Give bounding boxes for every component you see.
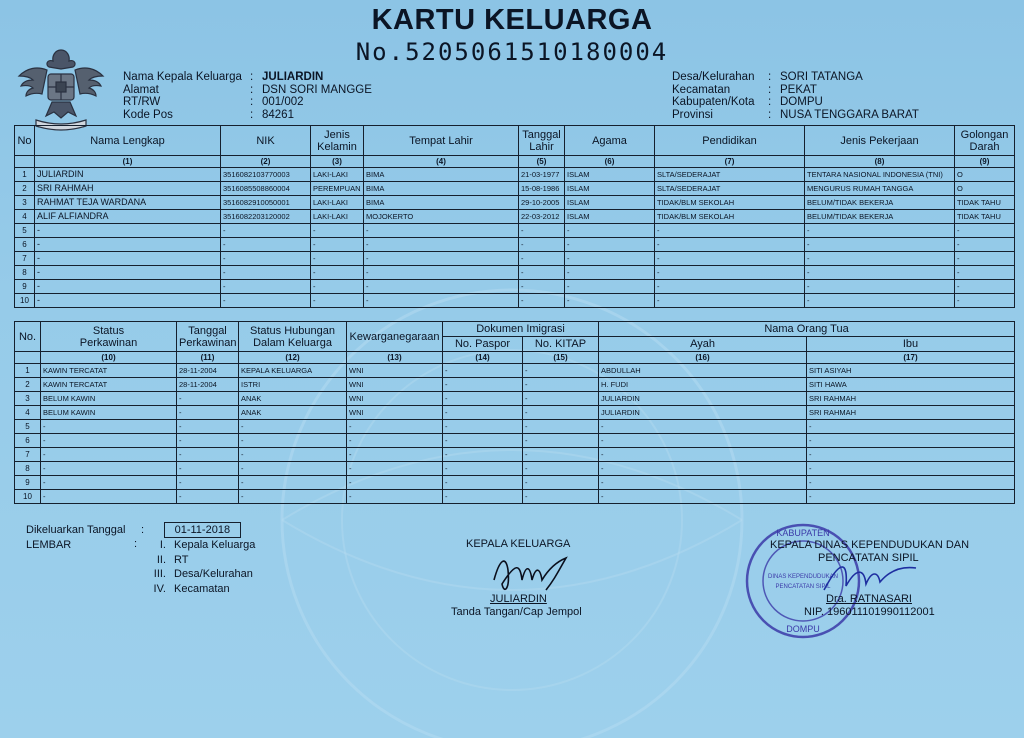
hdr-label-nama: Nama Kepala Keluarga	[123, 71, 242, 83]
cell-ibu: -	[807, 476, 1015, 490]
col-header-tanggal-perkawinan: Tanggal Perkawinan	[177, 322, 239, 352]
cell-no: 3	[15, 392, 41, 406]
col-index: (17)	[807, 352, 1015, 364]
cell-tgl: -	[519, 280, 565, 294]
cell-hub: ANAK	[239, 406, 347, 420]
table-row	[15, 448, 1015, 462]
cell-tgl: 15-08-1986	[519, 182, 565, 196]
garuda-emblem-icon	[14, 42, 108, 134]
cell-nik: 3516082203120002	[221, 210, 311, 224]
cell-agama: ISLAM	[565, 168, 655, 182]
lembar-item: II. RT	[156, 553, 189, 566]
column-index-row	[15, 352, 1015, 364]
col-header-status-perkawinan: Status Perkawinan	[41, 322, 177, 352]
cell-no: 6	[15, 434, 41, 448]
cell-wn: WNI	[347, 378, 443, 392]
col-header-nik: NIK	[221, 126, 311, 156]
table-row	[15, 252, 1015, 266]
cell-no: 2	[15, 378, 41, 392]
cell-agama: -	[565, 224, 655, 238]
cell-kitap: -	[523, 364, 599, 378]
hdr-value-rtrw: 001/002	[262, 96, 304, 108]
hdr-label-kabupaten: Kabupaten/Kota	[672, 96, 755, 108]
col-header-ayah: Ayah	[599, 337, 807, 352]
cell-paspor: -	[443, 364, 523, 378]
cell-pendidikan: TIDAK/BLM SEKOLAH	[655, 210, 805, 224]
cell-status: BELUM KAWIN	[41, 392, 177, 406]
cell-pekerjaan: -	[805, 294, 955, 308]
cell-tempat: -	[364, 252, 519, 266]
cell-wn: -	[347, 434, 443, 448]
col-header-golongan-darah: Golongan Darah	[955, 126, 1015, 156]
hdr-value-kabupaten: DOMPU	[780, 96, 823, 108]
cell-tgl: 28-11-2004	[177, 378, 239, 392]
cell-no: 6	[15, 238, 35, 252]
hdr-value-alamat: DSN SORI MANGGE	[262, 83, 372, 96]
cell-tgl: -	[177, 476, 239, 490]
cell-ibu: SITI HAWA	[807, 378, 1015, 392]
table-row	[15, 196, 1015, 210]
cell-pendidikan: SLTA/SEDERAJAT	[655, 168, 805, 182]
cell-status: -	[41, 448, 177, 462]
cell-hub: -	[239, 490, 347, 504]
cell-kitap: -	[523, 448, 599, 462]
table-row	[15, 406, 1015, 420]
cell-no: 2	[15, 182, 35, 196]
cell-tgl: -	[177, 406, 239, 420]
col-index: (6)	[565, 156, 655, 168]
cell-gol: -	[955, 266, 1015, 280]
official-name: Dra. RATNASARI	[826, 593, 912, 605]
cell-ayah: -	[599, 420, 807, 434]
cell-no: 4	[15, 406, 41, 420]
cell-tempat: BIMA	[364, 196, 519, 210]
header-right: Desa/Kelurahan : SORI TATANGA Kecamatan : PEKAT Kabupaten/Kota : DOMPU Provinsi : NUSA TENGGARA BARAT	[672, 71, 919, 121]
col-index: (16)	[599, 352, 807, 364]
col-header-ibu: Ibu	[807, 337, 1015, 352]
col-index: (7)	[655, 156, 805, 168]
kk-name: JULIARDIN	[490, 593, 547, 605]
cell-tempat: -	[364, 280, 519, 294]
hdr-label-alamat: Alamat	[123, 83, 159, 96]
cell-pekerjaan: -	[805, 266, 955, 280]
col-header-status-hubungan: Status Hubungan Dalam Keluarga	[239, 322, 347, 352]
table-row	[15, 392, 1015, 406]
cell-jk: LAKI-LAKI	[311, 196, 364, 210]
cell-no: 5	[15, 420, 41, 434]
cell-ayah: JULIARDIN	[599, 406, 807, 420]
svg-text:DOMPU: DOMPU	[786, 624, 820, 634]
cell-status: -	[41, 434, 177, 448]
cell-ayah: -	[599, 448, 807, 462]
official-title-1: KEPALA DINAS KEPENDUDUKAN DAN	[770, 539, 970, 551]
table-row	[15, 434, 1015, 448]
cell-ayah: -	[599, 462, 807, 476]
hdr-value-kodepos: 84261	[262, 108, 294, 121]
cell-status: -	[41, 490, 177, 504]
cell-no: 8	[15, 266, 35, 280]
cell-status: KAWIN TERCATAT	[41, 378, 177, 392]
cell-no: 8	[15, 462, 41, 476]
cell-pendidikan: TIDAK/BLM SEKOLAH	[655, 196, 805, 210]
cell-tgl: -	[519, 252, 565, 266]
cell-no: 10	[15, 490, 41, 504]
cell-no: 9	[15, 476, 41, 490]
cell-pendidikan: -	[655, 238, 805, 252]
cell-nik: -	[221, 266, 311, 280]
cell-wn: -	[347, 490, 443, 504]
cell-paspor: -	[443, 434, 523, 448]
issued-date: 01-11-2018	[164, 522, 241, 538]
cell-agama: -	[565, 266, 655, 280]
cell-tgl: -	[177, 448, 239, 462]
cell-nik: 3516085508860004	[221, 182, 311, 196]
cell-no: 7	[15, 448, 41, 462]
cell-wn: WNI	[347, 406, 443, 420]
cell-jk: PEREMPUAN	[311, 182, 364, 196]
cell-ibu: -	[807, 490, 1015, 504]
col-index: (10)	[41, 352, 177, 364]
cell-pekerjaan: -	[805, 238, 955, 252]
cell-agama: ISLAM	[565, 196, 655, 210]
col-header-pekerjaan: Jenis Pekerjaan	[805, 126, 955, 156]
col-index: (4)	[364, 156, 519, 168]
svg-text:PENCATATAN SIPIL: PENCATATAN SIPIL	[775, 584, 831, 590]
cell-pendidikan: -	[655, 294, 805, 308]
kk-caption: Tanda Tangan/Cap Jempol	[451, 606, 582, 618]
cell-nik: 3516082103770003	[221, 168, 311, 182]
cell-hub: -	[239, 420, 347, 434]
cell-nik: -	[221, 224, 311, 238]
table-row	[15, 224, 1015, 238]
cell-jk: LAKI-LAKI	[311, 168, 364, 182]
col-header-jenis-kelamin: Jenis Kelamin	[311, 126, 364, 156]
cell-pekerjaan: BELUM/TIDAK BEKERJA	[805, 210, 955, 224]
cell-kitap: -	[523, 462, 599, 476]
cell-status: KAWIN TERCATAT	[41, 364, 177, 378]
col-index: (9)	[955, 156, 1015, 168]
hdr-value-provinsi: NUSA TENGGARA BARAT	[780, 108, 919, 121]
cell-kitap: -	[523, 476, 599, 490]
cell-pendidikan: -	[655, 280, 805, 294]
cell-tgl: -	[519, 238, 565, 252]
svg-text:KABUPATEN: KABUPATEN	[776, 528, 830, 538]
col-index: (11)	[177, 352, 239, 364]
cell-tempat: -	[364, 266, 519, 280]
official-nip: NIP. 196011101990112001	[804, 606, 935, 618]
cell-ibu: -	[807, 462, 1015, 476]
table-row	[15, 420, 1015, 434]
cell-agama: -	[565, 252, 655, 266]
cell-kitap: -	[523, 434, 599, 448]
column-index-row	[15, 156, 1015, 168]
official-title-2: PENCATATAN SIPIL	[818, 552, 919, 564]
cell-nama: -	[35, 238, 221, 252]
cell-no: 1	[15, 364, 41, 378]
cell-hub: -	[239, 462, 347, 476]
cell-status: BELUM KAWIN	[41, 406, 177, 420]
cell-jk: -	[311, 224, 364, 238]
cell-hub: -	[239, 448, 347, 462]
table-row	[15, 364, 1015, 378]
col-header-agama: Agama	[565, 126, 655, 156]
cell-gol: -	[955, 280, 1015, 294]
cell-wn: -	[347, 420, 443, 434]
cell-tgl: 22-03-2012	[519, 210, 565, 224]
cell-paspor: -	[443, 476, 523, 490]
col-header-no: No	[15, 126, 35, 156]
lembar-item: IV. Kecamatan	[153, 582, 230, 595]
cell-gol: -	[955, 238, 1015, 252]
hdr-value-kecamatan: PEKAT	[780, 83, 817, 96]
col-header-tempat-lahir: Tempat Lahir	[364, 126, 519, 156]
cell-wn: -	[347, 462, 443, 476]
cell-status: -	[41, 420, 177, 434]
cell-pekerjaan: -	[805, 280, 955, 294]
cell-tgl: -	[177, 490, 239, 504]
cell-nik: -	[221, 238, 311, 252]
cell-nama: RAHMAT TEJA WARDANA	[35, 196, 221, 210]
cell-wn: -	[347, 476, 443, 490]
cell-kitap: -	[523, 490, 599, 504]
col-header-nama-orang-tua: Nama Orang Tua	[599, 322, 1015, 337]
cell-tgl: -	[519, 266, 565, 280]
cell-ayah: JULIARDIN	[599, 392, 807, 406]
cell-jk: -	[311, 294, 364, 308]
hdr-label-desa: Desa/Kelurahan	[672, 71, 755, 83]
hdr-label-provinsi: Provinsi	[672, 108, 713, 121]
col-header-paspor: No. Paspor	[443, 337, 523, 352]
cell-no: 1	[15, 168, 35, 182]
col-header-nama: Nama Lengkap	[35, 126, 221, 156]
cell-tempat: BIMA	[364, 168, 519, 182]
cell-kitap: -	[523, 378, 599, 392]
table-row	[15, 238, 1015, 252]
cell-no: 4	[15, 210, 35, 224]
cell-hub: KEPALA KELUARGA	[239, 364, 347, 378]
cell-tgl: -	[177, 420, 239, 434]
lembar-label: LEMBAR	[26, 539, 72, 551]
cell-paspor: -	[443, 392, 523, 406]
hdr-label-kodepos: Kode Pos	[123, 108, 173, 121]
cell-paspor: -	[443, 462, 523, 476]
cell-ibu: SITI ASIYAH	[807, 364, 1015, 378]
col-index: (1)	[35, 156, 221, 168]
table-row	[15, 280, 1015, 294]
cell-pendidikan: SLTA/SEDERAJAT	[655, 182, 805, 196]
table-row	[15, 476, 1015, 490]
cell-paspor: -	[443, 420, 523, 434]
cell-paspor: -	[443, 490, 523, 504]
cell-jk: -	[311, 238, 364, 252]
cell-kitap: -	[523, 420, 599, 434]
col-header-pendidikan: Pendidikan	[655, 126, 805, 156]
cell-ibu: SRI RAHMAH	[807, 406, 1015, 420]
col-index: (15)	[523, 352, 599, 364]
cell-nama: JULIARDIN	[35, 168, 221, 182]
cell-tgl: 28-11-2004	[177, 364, 239, 378]
cell-tgl: -	[177, 392, 239, 406]
cell-ayah: -	[599, 434, 807, 448]
cell-no: 5	[15, 224, 35, 238]
hdr-label-rtrw: RT/RW	[123, 96, 161, 108]
table-row	[15, 210, 1015, 224]
cell-pekerjaan: -	[805, 224, 955, 238]
table-row	[15, 378, 1015, 392]
header-left: Nama Kepala Keluarga : JULIARDIN Alamat : DSN SORI MANGGE RT/RW : 001/002 Kode Pos : 84261	[123, 71, 372, 121]
cell-paspor: -	[443, 406, 523, 420]
cell-gol: O	[955, 182, 1015, 196]
cell-nama: -	[35, 252, 221, 266]
cell-wn: WNI	[347, 392, 443, 406]
issued-date-line: Dikeluarkan Tanggal : 01-11-2018	[26, 522, 241, 538]
col-index: (13)	[347, 352, 443, 364]
cell-ibu: SRI RAHMAH	[807, 392, 1015, 406]
cell-kitap: -	[523, 392, 599, 406]
svg-text:DINAS KEPENDUDUKAN: DINAS KEPENDUDUKAN	[767, 574, 839, 580]
cell-paspor: -	[443, 448, 523, 462]
cell-tgl: -	[177, 434, 239, 448]
cell-tgl: 21-03-1977	[519, 168, 565, 182]
lembar-list	[136, 538, 255, 596]
cell-pekerjaan: TENTARA NASIONAL INDONESIA (TNI)	[805, 168, 955, 182]
cell-pendidikan: -	[655, 266, 805, 280]
document-title: KARTU KELUARGA	[371, 4, 653, 36]
cell-ayah: -	[599, 490, 807, 504]
table-row	[15, 182, 1015, 196]
cell-nik: -	[221, 252, 311, 266]
kk-signature-icon	[486, 550, 586, 598]
cell-ibu: -	[807, 448, 1015, 462]
cell-pekerjaan: MENGURUS RUMAH TANGGA	[805, 182, 955, 196]
cell-hub: -	[239, 434, 347, 448]
cell-gol: O	[955, 168, 1015, 182]
col-index: (3)	[311, 156, 364, 168]
cell-agama: -	[565, 238, 655, 252]
cell-jk: LAKI-LAKI	[311, 210, 364, 224]
cell-hub: ANAK	[239, 392, 347, 406]
cell-ayah: -	[599, 476, 807, 490]
hdr-value-nama: JULIARDIN	[262, 71, 324, 83]
marital-status-table	[14, 321, 1015, 504]
cell-pekerjaan: BELUM/TIDAK BEKERJA	[805, 196, 955, 210]
cell-pendidikan: -	[655, 224, 805, 238]
cell-paspor: -	[443, 378, 523, 392]
cell-no: 9	[15, 280, 35, 294]
cell-ayah: ABDULLAH	[599, 364, 807, 378]
cell-ibu: -	[807, 434, 1015, 448]
cell-no: 7	[15, 252, 35, 266]
cell-ibu: -	[807, 420, 1015, 434]
cell-agama: ISLAM	[565, 210, 655, 224]
cell-no: 3	[15, 196, 35, 210]
lembar-item: III. Desa/Kelurahan	[153, 568, 253, 580]
cell-status: -	[41, 462, 177, 476]
col-header-no: No.	[15, 322, 41, 352]
lembar-item: I. Kepala Keluarga	[159, 539, 256, 551]
col-index: (12)	[239, 352, 347, 364]
document-number: No.5205061510180004	[355, 38, 669, 66]
cell-gol: -	[955, 224, 1015, 238]
col-header-kitap: No. KITAP	[523, 337, 599, 352]
table-row	[15, 462, 1015, 476]
kk-signature-title: KEPALA KELUARGA	[466, 538, 571, 550]
cell-nik: -	[221, 280, 311, 294]
cell-nik: -	[221, 294, 311, 308]
col-index: (2)	[221, 156, 311, 168]
family-members-table	[14, 125, 1015, 308]
cell-gol: TIDAK TAHU	[955, 210, 1015, 224]
cell-jk: -	[311, 266, 364, 280]
hdr-value-desa: SORI TATANGA	[780, 71, 863, 83]
cell-nik: 3516082910050001	[221, 196, 311, 210]
cell-tempat: BIMA	[364, 182, 519, 196]
cell-tgl: -	[177, 462, 239, 476]
col-index: (5)	[519, 156, 565, 168]
col-header-tanggal-lahir: Tanggal Lahir	[519, 126, 565, 156]
col-index: (8)	[805, 156, 955, 168]
cell-pendidikan: -	[655, 252, 805, 266]
col-header-kewarganegaraan: Kewarganegaraan	[347, 322, 443, 352]
hdr-label-kecamatan: Kecamatan	[672, 83, 731, 96]
issued-label: Dikeluarkan Tanggal	[26, 524, 126, 536]
cell-tempat: -	[364, 294, 519, 308]
cell-tgl: -	[519, 294, 565, 308]
cell-hub: ISTRI	[239, 378, 347, 392]
table-row	[15, 266, 1015, 280]
cell-ayah: H. FUDI	[599, 378, 807, 392]
cell-nama: -	[35, 280, 221, 294]
table-row	[15, 490, 1015, 504]
cell-jk: -	[311, 280, 364, 294]
cell-status: -	[41, 476, 177, 490]
cell-gol: -	[955, 294, 1015, 308]
cell-tempat: -	[364, 224, 519, 238]
cell-agama: ISLAM	[565, 182, 655, 196]
cell-nama: SRI RAHMAH	[35, 182, 221, 196]
cell-agama: -	[565, 280, 655, 294]
lembar-colon: :	[134, 538, 138, 550]
cell-agama: -	[565, 294, 655, 308]
cell-nama: -	[35, 224, 221, 238]
table-row	[15, 294, 1015, 308]
cell-gol: -	[955, 252, 1015, 266]
cell-no: 10	[15, 294, 35, 308]
cell-tempat: -	[364, 238, 519, 252]
cell-nama: -	[35, 266, 221, 280]
cell-pekerjaan: -	[805, 252, 955, 266]
cell-wn: -	[347, 448, 443, 462]
cell-nama: -	[35, 294, 221, 308]
cell-tgl: 29-10-2005	[519, 196, 565, 210]
table-row	[15, 168, 1015, 182]
col-index: (14)	[443, 352, 523, 364]
cell-wn: WNI	[347, 364, 443, 378]
cell-kitap: -	[523, 406, 599, 420]
cell-tempat: MOJOKERTO	[364, 210, 519, 224]
cell-hub: -	[239, 476, 347, 490]
cell-jk: -	[311, 252, 364, 266]
cell-nama: ALIF ALFIANDRA	[35, 210, 221, 224]
col-header-dokumen-imigrasi: Dokumen Imigrasi	[443, 322, 599, 337]
cell-gol: TIDAK TAHU	[955, 196, 1015, 210]
cell-tgl: -	[519, 224, 565, 238]
